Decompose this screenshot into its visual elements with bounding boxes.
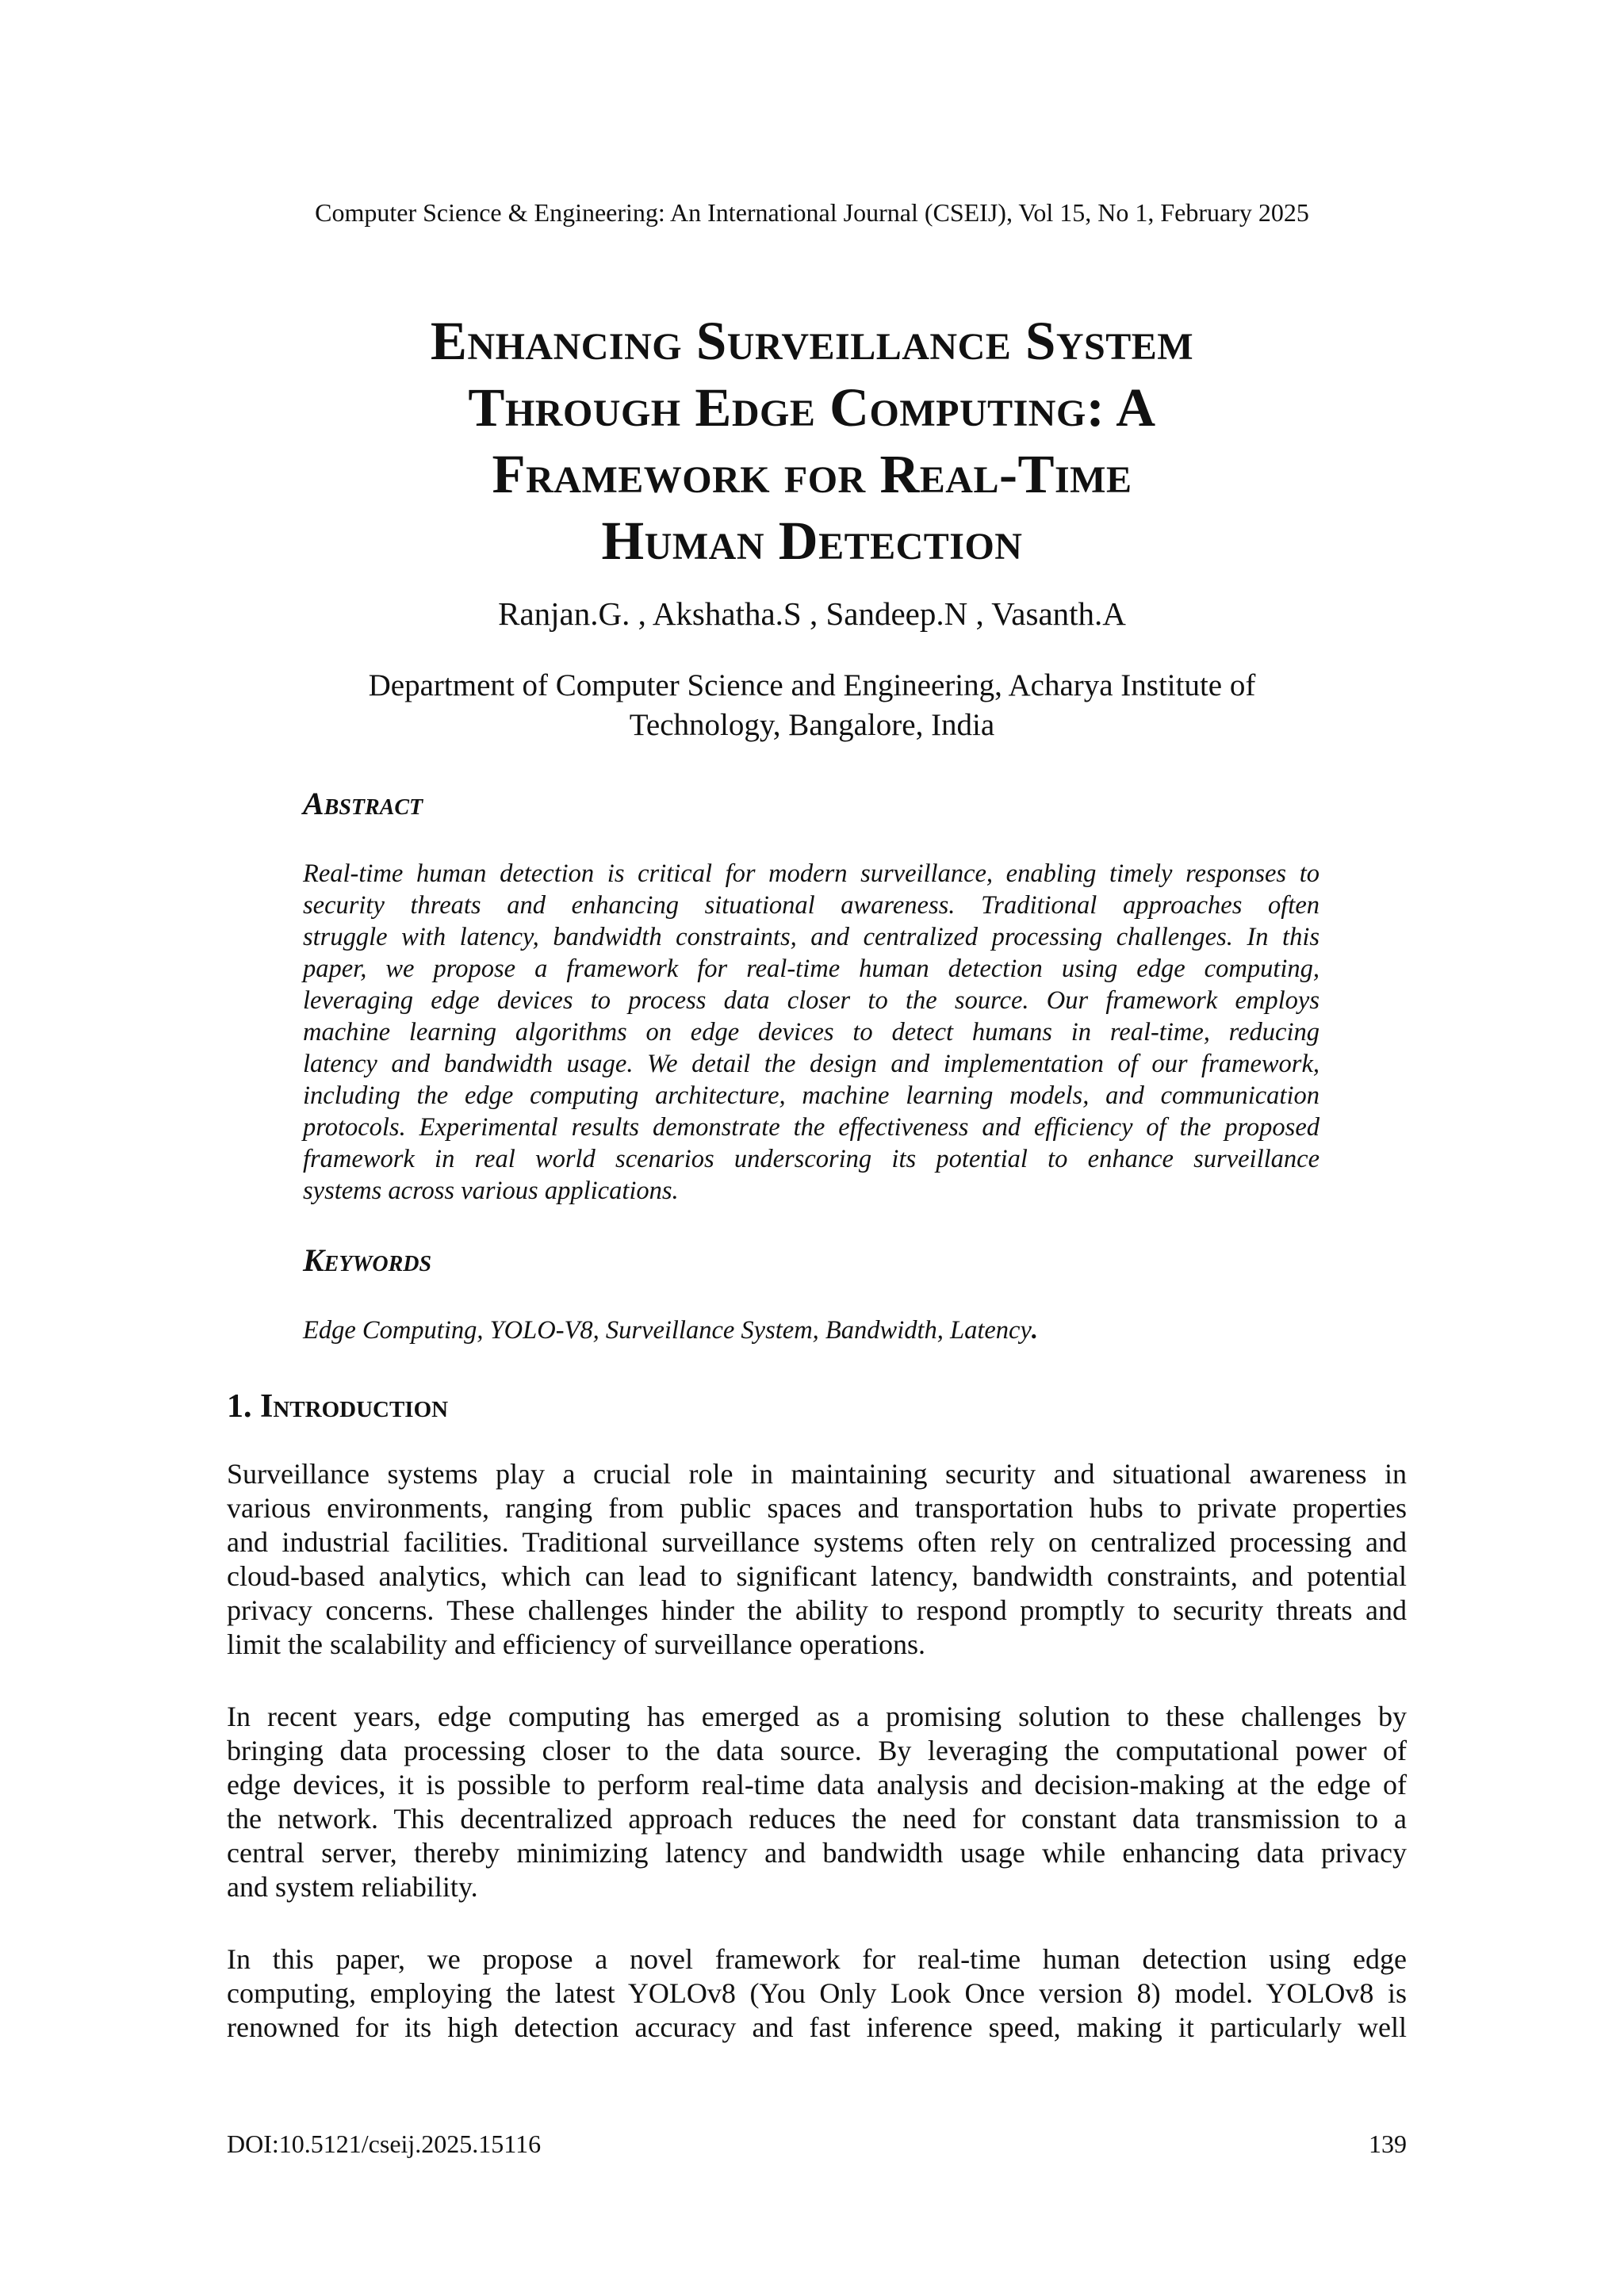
paper-title: [257, 308, 1367, 574]
running-head: Computer Science & Engineering: An International Journal (CSEIJ), Vol 15, No 1, February 2025: [315, 198, 1309, 227]
paragraph-line: limit the scalability and efficiency of surveillance operations.: [227, 1628, 926, 1660]
doi-link[interactable]: DOI:10.5121/cseij.2025.15116: [227, 2130, 542, 2158]
intro-paragraph: [227, 1942, 1407, 2045]
abstract-heading: Abstract: [303, 786, 423, 821]
page-number: 139: [1369, 2130, 1407, 2158]
affiliation-line: Technology, Bangalore, India: [629, 708, 995, 742]
introduction-heading: 1. Introduction: [227, 1388, 449, 1425]
paragraph-line: and industrial facilities. Traditional surveillance systems often rely on centralized processing and: [227, 1526, 1407, 1558]
abstract-line: systems across various applications.: [303, 1177, 679, 1205]
paragraph-line: In this paper, we propose a novel framework for real-time human detection using edge: [227, 1943, 1407, 1975]
paragraph-line: In recent years, edge computing has emerged as a promising solution to these challenges by: [227, 1701, 1407, 1732]
abstract-line: Real-time human detection is critical for modern surveillance, enabling timely responses to: [303, 859, 1320, 888]
abstract-body: [303, 858, 1320, 1207]
title-line: Enhancing Surveillance System: [430, 311, 1194, 371]
keywords-body: [303, 1314, 1320, 1346]
paragraph-line: privacy concerns. These challenges hinder the ability to respond promptly to security threats and: [227, 1594, 1407, 1626]
keywords-end-mark: .: [1031, 1316, 1039, 1345]
abstract-line: paper, we propose a framework for real-time human detection using edge computing,: [303, 955, 1320, 983]
paragraph-line: central server, thereby minimizing latency and bandwidth usage while enhancing data privacy: [227, 1837, 1407, 1869]
abstract-line: machine learning algorithms on edge devices to detect humans in real-time, reducing: [303, 1018, 1320, 1047]
keywords-heading: Keywords: [303, 1242, 432, 1278]
paragraph-line: renowned for its high detection accuracy and fast inference speed, making it particularly well: [227, 2011, 1407, 2043]
paragraph-line: and system reliability.: [227, 1871, 478, 1903]
abstract-line: latency and bandwidth usage. We detail the design and implementation of our framework,: [303, 1050, 1320, 1078]
abstract-line: leveraging edge devices to process data closer to the source. Our framework employs: [303, 986, 1320, 1015]
page-footer: [227, 2128, 1407, 2160]
paragraph-line: computing, employing the latest YOLOv8 (You Only Look Once version 8) model. YOLOv8 is: [227, 1977, 1407, 2009]
title-line: Through Edge Computing: A: [468, 377, 1156, 438]
paragraph-line: edge devices, it is possible to perform real-time data analysis and decision-making at the edge of: [227, 1769, 1407, 1800]
title-line: Human Detection: [601, 511, 1023, 571]
abstract-line: including the edge computing architecture, machine learning models, and communication: [303, 1081, 1320, 1110]
paragraph-line: cloud-based analytics, which can lead to significant latency, bandwidth constraints, and potential: [227, 1560, 1407, 1592]
intro-paragraph: [227, 1700, 1407, 1904]
paragraph-line: bringing data processing closer to the data source. By leveraging the computational power of: [227, 1735, 1407, 1766]
keywords-list: Edge Computing, YOLO-V8, Surveillance System, Bandwidth, Latency: [303, 1316, 1032, 1345]
abstract-line: security threats and enhancing situational awareness. Traditional approaches often: [303, 891, 1320, 920]
author-list: Ranjan.G. , Akshatha.S , Sandeep.N , Vasanth.A: [498, 595, 1126, 632]
affiliation: [297, 666, 1327, 745]
affiliation-line: Department of Computer Science and Engineering, Acharya Institute of: [368, 668, 1256, 702]
abstract-line: protocols. Experimental results demonstrate the effectiveness and efficiency of the proposed: [303, 1113, 1320, 1142]
paragraph-line: the network. This decentralized approach reduces the need for constant data transmission to a: [227, 1803, 1407, 1835]
paragraph-line: Surveillance systems play a crucial role in maintaining security and situational awareness in: [227, 1458, 1407, 1490]
abstract-line: struggle with latency, bandwidth constraints, and centralized processing challenges. In this: [303, 923, 1320, 951]
paragraph-line: various environments, ranging from public spaces and transportation hubs to private properties: [227, 1492, 1407, 1524]
title-line: Framework for Real-Time: [492, 444, 1132, 504]
abstract-line: framework in real world scenarios underscoring its potential to enhance surveillance: [303, 1145, 1320, 1173]
intro-paragraph: [227, 1457, 1407, 1662]
